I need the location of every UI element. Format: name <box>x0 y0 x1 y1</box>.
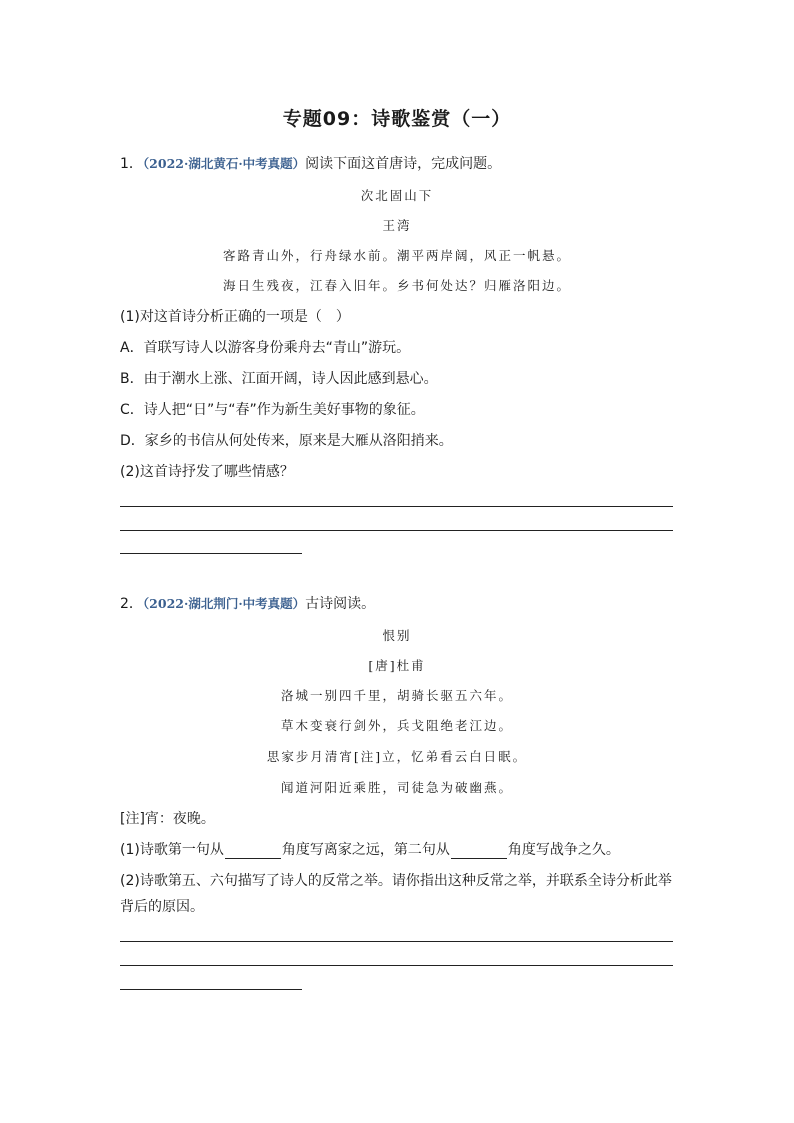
fill-blank-1[interactable] <box>225 844 281 859</box>
question-2-sub-1-part-c: 角度写战争之久。 <box>507 842 620 858</box>
question-2-number: 2． <box>120 596 143 612</box>
question-2-prompt: 古诗阅读。 <box>305 596 376 612</box>
option-b: B．由于潮水上涨、江面开阔，诗人因此感到悬心。 <box>120 371 438 387</box>
poem-2-author: [唐]杜甫 <box>368 658 426 673</box>
poem-2-line-4: 闻道河阳近乘胜，司徒急为破幽燕。 <box>280 780 513 795</box>
question-2-sub-2-line-1: (2)诗歌第五、六句描写了诗人的反常之举。请你指出这种反常之举，并联系全诗分析此举 <box>120 873 672 889</box>
question-1-header <box>120 155 501 173</box>
option-d: D．家乡的书信从何处传来，原来是大雁从洛阳捎来。 <box>120 433 453 449</box>
poem-2-line-2: 草木变衰行剑外，兵戈阻绝老江边。 <box>280 718 513 733</box>
answer-line[interactable] <box>120 530 673 531</box>
question-1-source: （2022·湖北黄石·中考真题） <box>142 156 306 171</box>
poem-2-line-3: 思家步月清宵[注]立，忆弟看云白日眠。 <box>266 749 528 764</box>
poem-1-line-1: 客路青山外，行舟绿水前。潮平两岸阔，风正一帆悬。 <box>222 248 571 263</box>
fill-blank-2[interactable] <box>451 844 507 859</box>
annotation-note: [注]宵：夜晚。 <box>120 811 215 827</box>
poem-2-line-1: 洛城一别四千里，胡骑长驱五六年。 <box>280 688 513 703</box>
answer-line[interactable] <box>120 553 302 554</box>
poem-1-author: 王湾 <box>382 218 412 233</box>
question-2-sub-1-part-a: (1)诗歌第一句从 <box>120 842 224 858</box>
poem-1-title: 次北固山下 <box>360 188 434 203</box>
page-title: 专题09：诗歌鉴赏（一） <box>282 108 512 130</box>
option-a: A．首联写诗人以游客身份乘舟去“青山”游玩。 <box>120 340 411 356</box>
question-1-sub-1: (1)对这首诗分析正确的一项是（ ） <box>120 309 350 325</box>
question-2-header <box>120 595 375 613</box>
question-2-sub-1-part-b: 角度写离家之远，第二句从 <box>281 842 450 858</box>
answer-line[interactable] <box>120 965 673 966</box>
answer-line[interactable] <box>120 506 673 507</box>
option-c: C．诗人把“日”与“春”作为新生美好事物的象征。 <box>120 402 425 418</box>
answer-line[interactable] <box>120 941 673 942</box>
question-2-source: （2022·湖北荆门·中考真题） <box>142 596 306 611</box>
answer-line[interactable] <box>120 989 302 990</box>
question-2-sub-1 <box>120 841 620 859</box>
question-2-sub-2-line-2: 背后的原因。 <box>120 899 204 915</box>
poem-2-title: 恨别 <box>382 628 412 643</box>
poem-1-line-2: 海日生残夜，江春入旧年。乡书何处达？归雁洛阳边。 <box>222 278 571 293</box>
question-1-prompt: 阅读下面这首唐诗，完成问题。 <box>305 156 502 172</box>
question-1-sub-2: (2)这首诗抒发了哪些情感？ <box>120 464 294 480</box>
question-1-number: 1． <box>120 156 143 172</box>
